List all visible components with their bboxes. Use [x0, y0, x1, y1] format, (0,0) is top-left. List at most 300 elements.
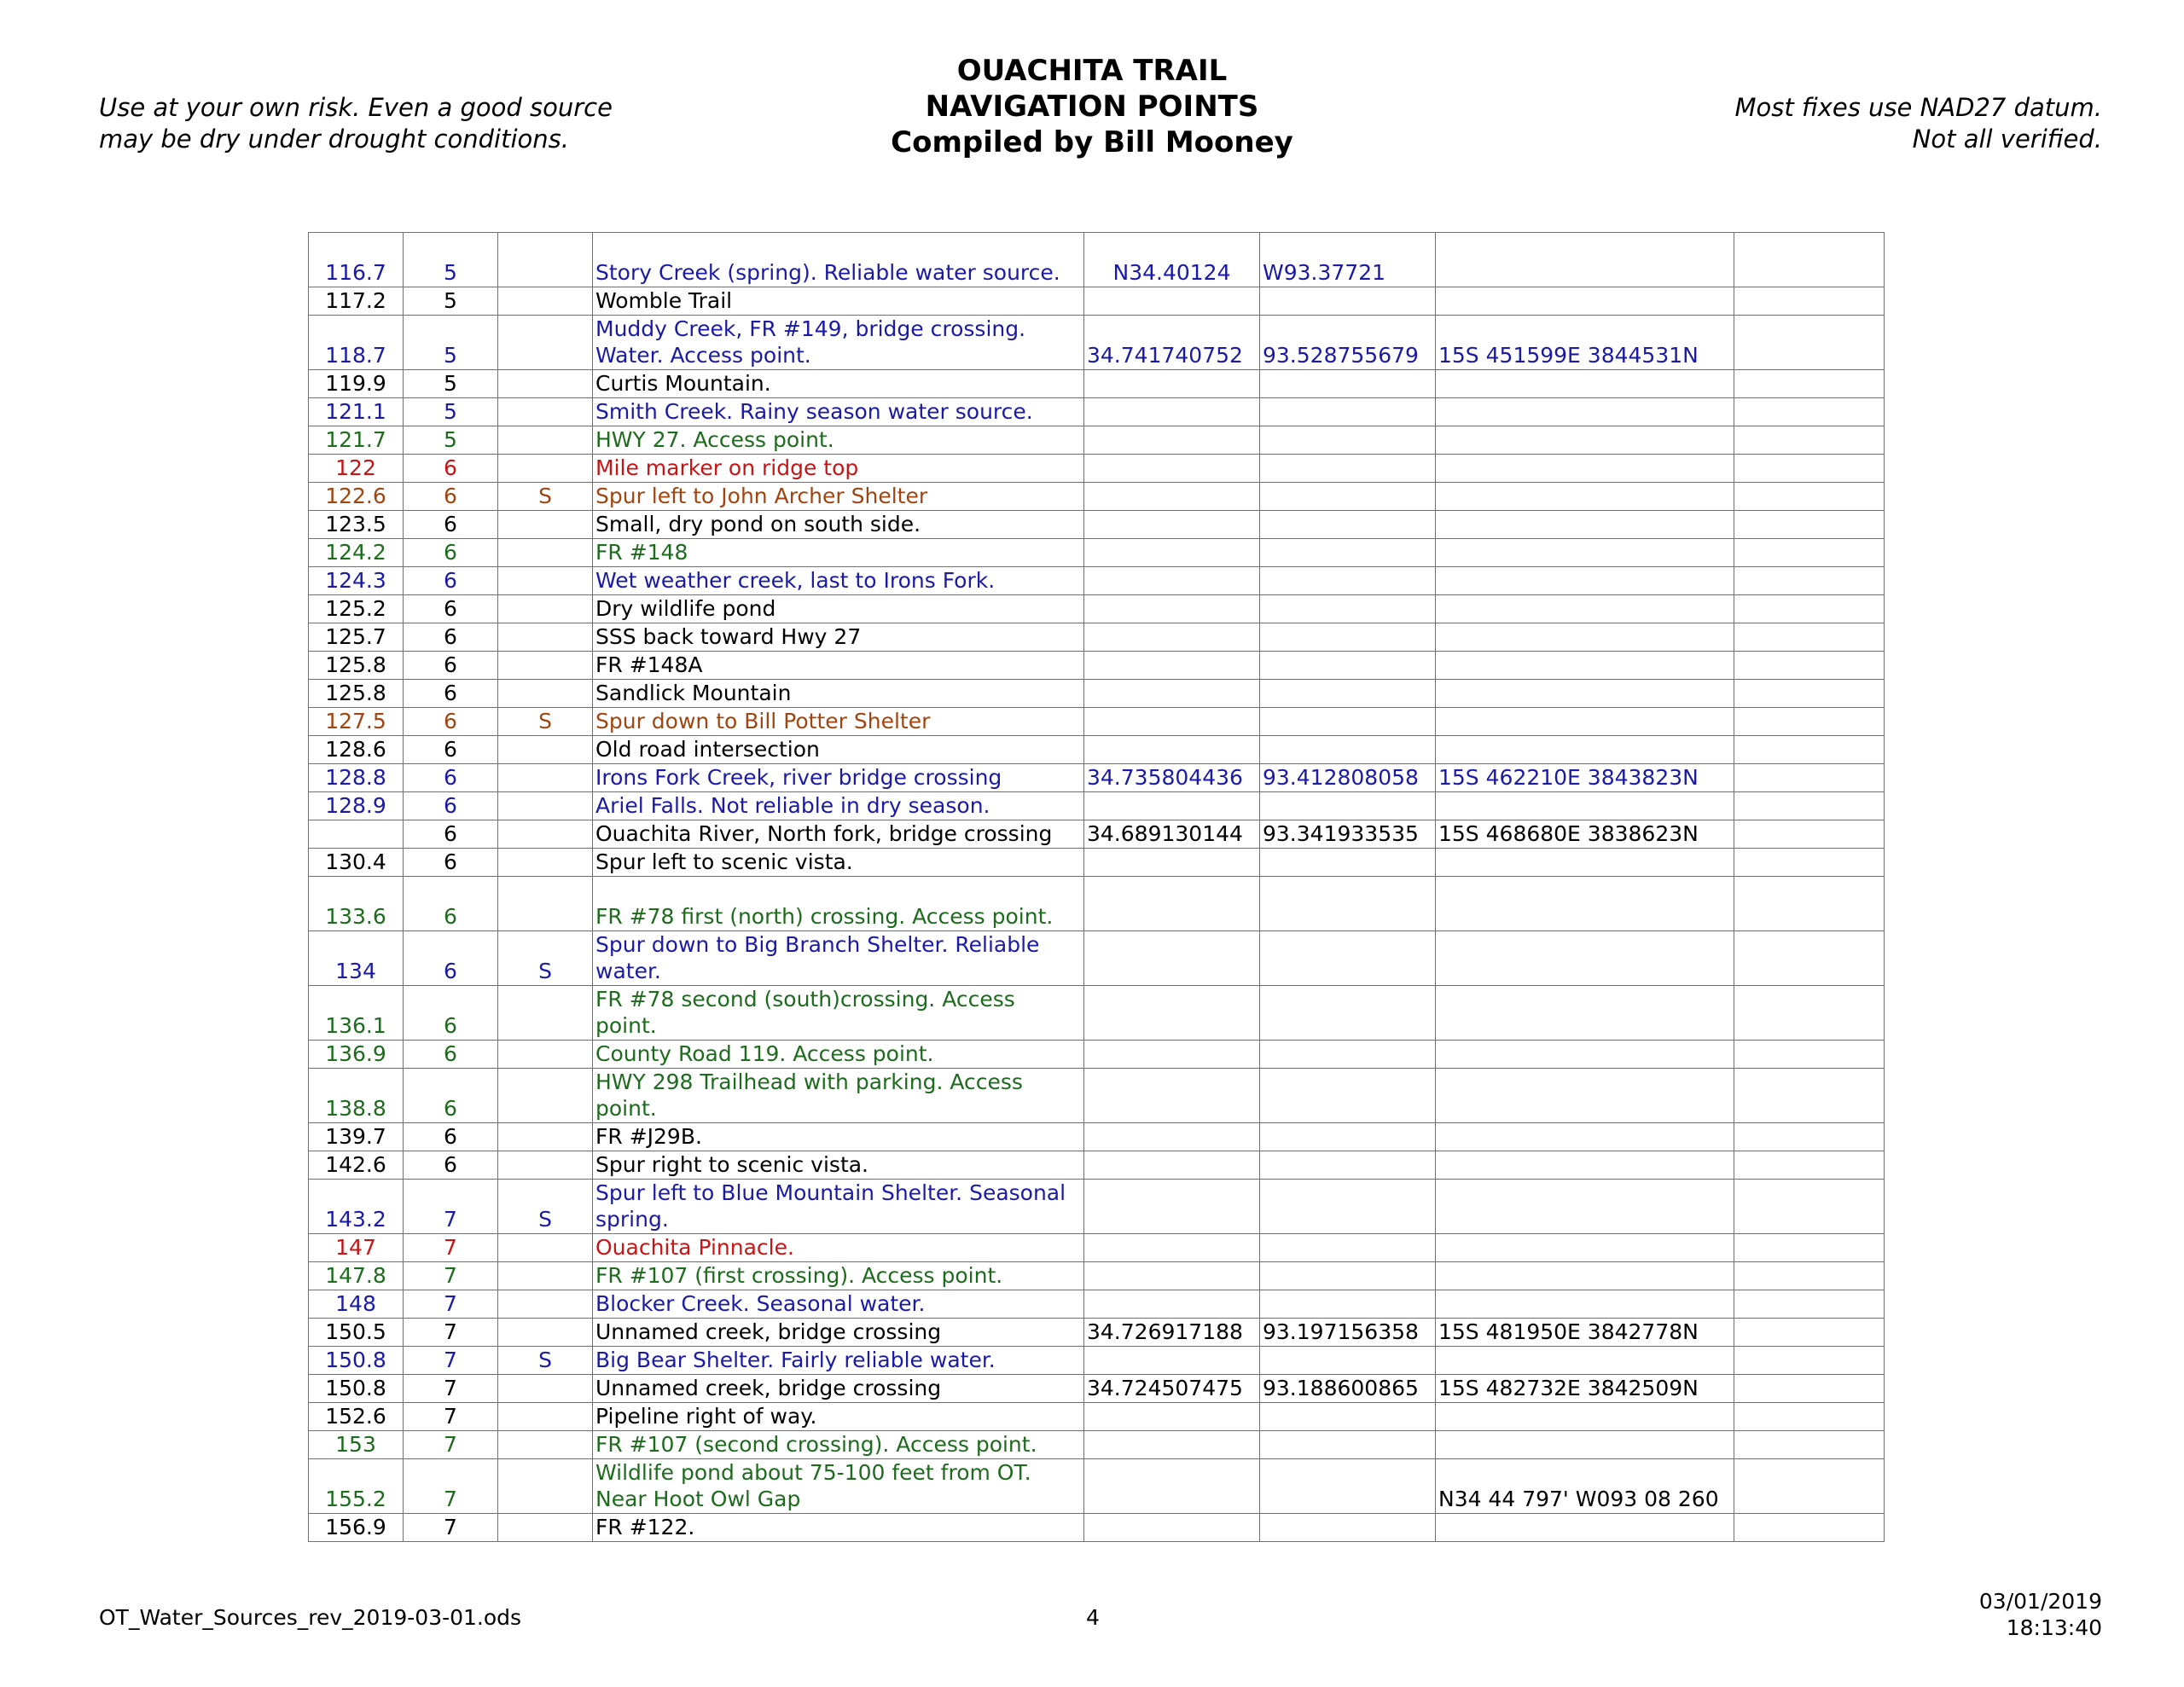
footer-time: 18:13:40: [2006, 1615, 2102, 1640]
cell-section: 6: [404, 652, 498, 680]
cell-shelter: [498, 426, 593, 455]
cell-latitude: [1084, 849, 1260, 877]
cell-description: HWY 298 Trailhead with parking. Access point.: [593, 1069, 1084, 1123]
cell-utm: [1436, 1431, 1734, 1459]
cell-description: Story Creek (spring). Reliable water source.: [593, 233, 1084, 287]
cell-utm: [1436, 877, 1734, 931]
cell-mile: 124.2: [309, 539, 404, 567]
cell-description: Big Bear Shelter. Fairly reliable water.: [593, 1347, 1084, 1375]
table-row: [309, 398, 1885, 426]
cell-section: 6: [404, 708, 498, 736]
cell-longitude: [1260, 1459, 1436, 1514]
cell-shelter: [498, 652, 593, 680]
table-row: [309, 623, 1885, 652]
cell-longitude: [1260, 623, 1436, 652]
cell-longitude: [1260, 931, 1436, 986]
cell-mile: 150.5: [309, 1319, 404, 1347]
cell-section: 6: [404, 931, 498, 986]
cell-utm: [1436, 595, 1734, 623]
cell-description: Blocker Creek. Seasonal water.: [593, 1290, 1084, 1319]
cell-section: 6: [404, 1041, 498, 1069]
cell-notes: [1734, 233, 1885, 287]
cell-latitude: [1084, 1234, 1260, 1262]
cell-utm: N34 44 797' W093 08 260: [1436, 1459, 1734, 1514]
cell-notes: [1734, 539, 1885, 567]
cell-section: 6: [404, 567, 498, 595]
cell-notes: [1734, 1123, 1885, 1151]
cell-section: 6: [404, 511, 498, 539]
cell-section: 6: [404, 455, 498, 483]
cell-latitude: [1084, 1459, 1260, 1514]
cell-latitude: [1084, 1347, 1260, 1375]
cell-section: 6: [404, 483, 498, 511]
cell-description: Spur left to John Archer Shelter: [593, 483, 1084, 511]
cell-utm: [1436, 623, 1734, 652]
cell-latitude: [1084, 567, 1260, 595]
cell-mile: 125.8: [309, 680, 404, 708]
cell-shelter: [498, 233, 593, 287]
cell-notes: [1734, 426, 1885, 455]
cell-longitude: [1260, 877, 1436, 931]
cell-description: Spur down to Big Branch Shelter. Reliable water.: [593, 931, 1084, 986]
cell-longitude: 93.341933535: [1260, 820, 1436, 849]
cell-section: 7: [404, 1431, 498, 1459]
cell-latitude: 34.726917188: [1084, 1319, 1260, 1347]
cell-utm: [1436, 792, 1734, 820]
cell-section: 6: [404, 820, 498, 849]
cell-latitude: [1084, 680, 1260, 708]
table-row: [309, 287, 1885, 316]
cell-utm: [1436, 849, 1734, 877]
cell-section: 5: [404, 287, 498, 316]
cell-shelter: [498, 1319, 593, 1347]
cell-notes: [1734, 849, 1885, 877]
table-row: [309, 680, 1885, 708]
cell-utm: [1436, 986, 1734, 1041]
cell-longitude: [1260, 287, 1436, 316]
cell-longitude: [1260, 986, 1436, 1041]
cell-latitude: [1084, 652, 1260, 680]
table-row: [309, 1403, 1885, 1431]
cell-shelter: [498, 1403, 593, 1431]
cell-notes: [1734, 931, 1885, 986]
cell-utm: [1436, 1041, 1734, 1069]
cell-notes: [1734, 511, 1885, 539]
cell-mile: 153: [309, 1431, 404, 1459]
cell-utm: [1436, 455, 1734, 483]
cell-longitude: [1260, 1347, 1436, 1375]
cell-longitude: [1260, 1180, 1436, 1234]
cell-section: 6: [404, 1123, 498, 1151]
cell-notes: [1734, 1403, 1885, 1431]
cell-utm: [1436, 567, 1734, 595]
cell-mile: 125.8: [309, 652, 404, 680]
cell-description: HWY 27. Access point.: [593, 426, 1084, 455]
cell-longitude: [1260, 426, 1436, 455]
cell-section: 6: [404, 680, 498, 708]
cell-shelter: [498, 287, 593, 316]
cell-longitude: [1260, 483, 1436, 511]
cell-mile: 139.7: [309, 1123, 404, 1151]
cell-mile: 125.2: [309, 595, 404, 623]
cell-utm: [1436, 1290, 1734, 1319]
cell-notes: [1734, 1151, 1885, 1180]
table-row: [309, 820, 1885, 849]
cell-description: Mile marker on ridge top: [593, 455, 1084, 483]
table-row: [309, 1514, 1885, 1542]
cell-notes: [1734, 1375, 1885, 1403]
table-row: [309, 1319, 1885, 1347]
cell-shelter: [498, 1514, 593, 1542]
cell-description: FR #122.: [593, 1514, 1084, 1542]
cell-section: 6: [404, 1151, 498, 1180]
cell-notes: [1734, 1459, 1885, 1514]
cell-notes: [1734, 1180, 1885, 1234]
disclaimer-line-1: Use at your own risk. Even a good source: [99, 93, 613, 122]
cell-utm: [1436, 398, 1734, 426]
cell-mile: 119.9: [309, 370, 404, 398]
cell-utm: [1436, 1403, 1734, 1431]
table-row: [309, 792, 1885, 820]
cell-description: Small, dry pond on south side.: [593, 511, 1084, 539]
cell-section: 7: [404, 1319, 498, 1347]
cell-mile: 121.7: [309, 426, 404, 455]
cell-utm: [1436, 736, 1734, 764]
cell-shelter: [498, 1123, 593, 1151]
cell-mile: 122: [309, 455, 404, 483]
cell-utm: [1436, 652, 1734, 680]
cell-utm: [1436, 1123, 1734, 1151]
cell-shelter: [498, 567, 593, 595]
datum-note: [1735, 92, 2102, 155]
cell-mile: 127.5: [309, 708, 404, 736]
cell-description: Spur down to Bill Potter Shelter: [593, 708, 1084, 736]
cell-longitude: [1260, 370, 1436, 398]
table-row: [309, 426, 1885, 455]
cell-latitude: [1084, 539, 1260, 567]
cell-mile: 118.7: [309, 316, 404, 370]
cell-shelter: [498, 764, 593, 792]
cell-longitude: 93.528755679: [1260, 316, 1436, 370]
cell-notes: [1734, 1234, 1885, 1262]
datum-line-1: Most fixes use NAD27 datum.: [1734, 93, 2102, 122]
cell-mile: 148: [309, 1290, 404, 1319]
cell-shelter: S: [498, 1347, 593, 1375]
cell-utm: [1436, 483, 1734, 511]
cell-mile: 134: [309, 931, 404, 986]
cell-description: Spur left to scenic vista.: [593, 849, 1084, 877]
cell-shelter: [498, 1151, 593, 1180]
cell-shelter: [498, 1041, 593, 1069]
cell-notes: [1734, 1347, 1885, 1375]
cell-description: FR #107 (second crossing). Access point.: [593, 1431, 1084, 1459]
cell-mile: 133.6: [309, 877, 404, 931]
cell-shelter: [498, 623, 593, 652]
cell-longitude: [1260, 511, 1436, 539]
cell-longitude: W93.37721: [1260, 233, 1436, 287]
cell-mile: 122.6: [309, 483, 404, 511]
cell-shelter: [498, 1459, 593, 1514]
cell-utm: [1436, 511, 1734, 539]
cell-shelter: [498, 1290, 593, 1319]
cell-shelter: [498, 595, 593, 623]
cell-description: Smith Creek. Rainy season water source.: [593, 398, 1084, 426]
cell-longitude: [1260, 1041, 1436, 1069]
cell-longitude: [1260, 455, 1436, 483]
cell-mile: 147: [309, 1234, 404, 1262]
cell-section: 6: [404, 792, 498, 820]
cell-latitude: [1084, 877, 1260, 931]
table-row: [309, 986, 1885, 1041]
cell-description: Spur right to scenic vista.: [593, 1151, 1084, 1180]
cell-notes: [1734, 1262, 1885, 1290]
cell-section: 5: [404, 370, 498, 398]
cell-mile: 155.2: [309, 1459, 404, 1514]
cell-utm: [1436, 1262, 1734, 1290]
cell-latitude: [1084, 1123, 1260, 1151]
table-row: [309, 931, 1885, 986]
cell-latitude: [1084, 792, 1260, 820]
cell-mile: 128.9: [309, 792, 404, 820]
cell-description: Dry wildlife pond: [593, 595, 1084, 623]
cell-section: 7: [404, 1403, 498, 1431]
table-row: [309, 455, 1885, 483]
cell-mile: 156.9: [309, 1514, 404, 1542]
cell-utm: [1436, 931, 1734, 986]
cell-notes: [1734, 877, 1885, 931]
cell-mile: 152.6: [309, 1403, 404, 1431]
disclaimer-line-2: may be dry under drought conditions.: [99, 125, 569, 154]
cell-shelter: [498, 455, 593, 483]
cell-utm: [1436, 1180, 1734, 1234]
table-row: [309, 370, 1885, 398]
cell-latitude: [1084, 287, 1260, 316]
cell-utm: [1436, 287, 1734, 316]
cell-longitude: [1260, 1514, 1436, 1542]
cell-longitude: 93.197156358: [1260, 1319, 1436, 1347]
cell-section: 5: [404, 316, 498, 370]
cell-section: 6: [404, 736, 498, 764]
cell-latitude: [1084, 370, 1260, 398]
cell-section: 5: [404, 426, 498, 455]
cell-longitude: [1260, 1262, 1436, 1290]
cell-longitude: [1260, 1069, 1436, 1123]
cell-notes: [1734, 370, 1885, 398]
cell-notes: [1734, 398, 1885, 426]
cell-shelter: [498, 849, 593, 877]
cell-latitude: [1084, 426, 1260, 455]
cell-mile: [309, 820, 404, 849]
cell-description: Old road intersection: [593, 736, 1084, 764]
cell-mile: 124.3: [309, 567, 404, 595]
cell-mile: 116.7: [309, 233, 404, 287]
cell-description: FR #148A: [593, 652, 1084, 680]
table-row: [309, 483, 1885, 511]
cell-longitude: [1260, 1403, 1436, 1431]
cell-utm: 15S 481950E 3842778N: [1436, 1319, 1734, 1347]
cell-shelter: S: [498, 931, 593, 986]
cell-latitude: [1084, 595, 1260, 623]
cell-latitude: [1084, 1151, 1260, 1180]
cell-description: Womble Trail: [593, 287, 1084, 316]
table-row: [309, 1262, 1885, 1290]
cell-latitude: [1084, 986, 1260, 1041]
table-row: [309, 708, 1885, 736]
cell-notes: [1734, 820, 1885, 849]
cell-utm: [1436, 539, 1734, 567]
cell-description: Muddy Creek, FR #149, bridge crossing. Water. Access point.: [593, 316, 1084, 370]
cell-mile: 130.4: [309, 849, 404, 877]
datum-line-2: Not all verified.: [1912, 125, 2102, 154]
cell-utm: 15S 482732E 3842509N: [1436, 1375, 1734, 1403]
table-row: [309, 567, 1885, 595]
cell-shelter: [498, 1262, 593, 1290]
cell-shelter: [498, 316, 593, 370]
cell-utm: 15S 468680E 3838623N: [1436, 820, 1734, 849]
cell-mile: 117.2: [309, 287, 404, 316]
cell-description: FR #J29B.: [593, 1123, 1084, 1151]
cell-latitude: [1084, 398, 1260, 426]
cell-latitude: [1084, 736, 1260, 764]
table-row: [309, 595, 1885, 623]
cell-notes: [1734, 483, 1885, 511]
cell-description: Curtis Mountain.: [593, 370, 1084, 398]
cell-shelter: S: [498, 708, 593, 736]
cell-mile: 128.6: [309, 736, 404, 764]
cell-section: 7: [404, 1459, 498, 1514]
cell-longitude: [1260, 1234, 1436, 1262]
cell-shelter: [498, 820, 593, 849]
cell-longitude: [1260, 398, 1436, 426]
cell-shelter: [498, 539, 593, 567]
cell-longitude: [1260, 1151, 1436, 1180]
cell-notes: [1734, 1069, 1885, 1123]
cell-description: Ariel Falls. Not reliable in dry season.: [593, 792, 1084, 820]
footer-filename: OT_Water_Sources_rev_2019-03-01.ods: [99, 1605, 522, 1630]
cell-latitude: [1084, 1514, 1260, 1542]
cell-longitude: [1260, 1431, 1436, 1459]
cell-longitude: [1260, 792, 1436, 820]
cell-longitude: [1260, 567, 1436, 595]
cell-mile: 138.8: [309, 1069, 404, 1123]
cell-latitude: 34.724507475: [1084, 1375, 1260, 1403]
cell-notes: [1734, 1431, 1885, 1459]
cell-shelter: S: [498, 483, 593, 511]
cell-shelter: [498, 792, 593, 820]
cell-shelter: [498, 1069, 593, 1123]
cell-utm: 15S 462210E 3843823N: [1436, 764, 1734, 792]
cell-notes: [1734, 708, 1885, 736]
cell-description: Irons Fork Creek, river bridge crossing: [593, 764, 1084, 792]
cell-longitude: 93.188600865: [1260, 1375, 1436, 1403]
cell-description: Wildlife pond about 75-100 feet from OT. Near Hoot Owl Gap: [593, 1459, 1084, 1514]
table-row: [309, 539, 1885, 567]
cell-latitude: [1084, 1403, 1260, 1431]
cell-section: 6: [404, 623, 498, 652]
table-row: [309, 1123, 1885, 1151]
cell-shelter: [498, 736, 593, 764]
cell-notes: [1734, 1319, 1885, 1347]
cell-notes: [1734, 792, 1885, 820]
cell-shelter: [498, 398, 593, 426]
cell-utm: [1436, 1151, 1734, 1180]
table-row: [309, 1431, 1885, 1459]
table-row: [309, 1180, 1885, 1234]
cell-longitude: 93.412808058: [1260, 764, 1436, 792]
cell-description: Unnamed creek, bridge crossing: [593, 1319, 1084, 1347]
cell-mile: 125.7: [309, 623, 404, 652]
cell-section: 7: [404, 1290, 498, 1319]
cell-latitude: [1084, 1180, 1260, 1234]
footer-date: 03/01/2019: [1978, 1589, 2102, 1614]
cell-description: FR #78 first (north) crossing. Access point.: [593, 877, 1084, 931]
cell-description: SSS back toward Hwy 27: [593, 623, 1084, 652]
table-row: [309, 652, 1885, 680]
cell-latitude: [1084, 1262, 1260, 1290]
cell-notes: [1734, 623, 1885, 652]
table-row: [309, 1459, 1885, 1514]
cell-section: 7: [404, 1234, 498, 1262]
cell-longitude: [1260, 539, 1436, 567]
table-row: [309, 1151, 1885, 1180]
cell-latitude: 34.689130144: [1084, 820, 1260, 849]
cell-section: 7: [404, 1375, 498, 1403]
table-row: [309, 736, 1885, 764]
cell-description: Sandlick Mountain: [593, 680, 1084, 708]
cell-description: FR #148: [593, 539, 1084, 567]
cell-mile: 143.2: [309, 1180, 404, 1234]
cell-section: 5: [404, 233, 498, 287]
cell-longitude: [1260, 652, 1436, 680]
cell-shelter: [498, 1234, 593, 1262]
title-line-1: OUACHITA TRAIL: [956, 54, 1228, 88]
cell-utm: [1436, 708, 1734, 736]
cell-utm: [1436, 1234, 1734, 1262]
cell-longitude: [1260, 595, 1436, 623]
table-row: [309, 764, 1885, 792]
cell-latitude: 34.735804436: [1084, 764, 1260, 792]
cell-mile: 136.9: [309, 1041, 404, 1069]
cell-shelter: [498, 986, 593, 1041]
title-line-3: Compiled by Bill Mooney: [891, 125, 1293, 159]
cell-utm: [1436, 680, 1734, 708]
cell-longitude: [1260, 736, 1436, 764]
cell-mile: 150.8: [309, 1375, 404, 1403]
cell-longitude: [1260, 708, 1436, 736]
cell-shelter: [498, 1375, 593, 1403]
cell-description: Wet weather creek, last to Irons Fork.: [593, 567, 1084, 595]
cell-mile: 128.8: [309, 764, 404, 792]
cell-section: 5: [404, 398, 498, 426]
cell-utm: [1436, 426, 1734, 455]
cell-description: County Road 119. Access point.: [593, 1041, 1084, 1069]
cell-description: FR #107 (first crossing). Access point.: [593, 1262, 1084, 1290]
cell-mile: 136.1: [309, 986, 404, 1041]
cell-description: Ouachita River, North fork, bridge crossing: [593, 820, 1084, 849]
cell-latitude: [1084, 483, 1260, 511]
cell-description: FR #78 second (south)crossing. Access point.: [593, 986, 1084, 1041]
cell-latitude: [1084, 931, 1260, 986]
cell-longitude: [1260, 1290, 1436, 1319]
cell-description: Pipeline right of way.: [593, 1403, 1084, 1431]
cell-mile: 121.1: [309, 398, 404, 426]
cell-notes: [1734, 287, 1885, 316]
navigation-points-table: [308, 232, 1885, 1542]
cell-notes: [1734, 680, 1885, 708]
cell-shelter: S: [498, 1180, 593, 1234]
table-row: [309, 1234, 1885, 1262]
cell-section: 7: [404, 1262, 498, 1290]
